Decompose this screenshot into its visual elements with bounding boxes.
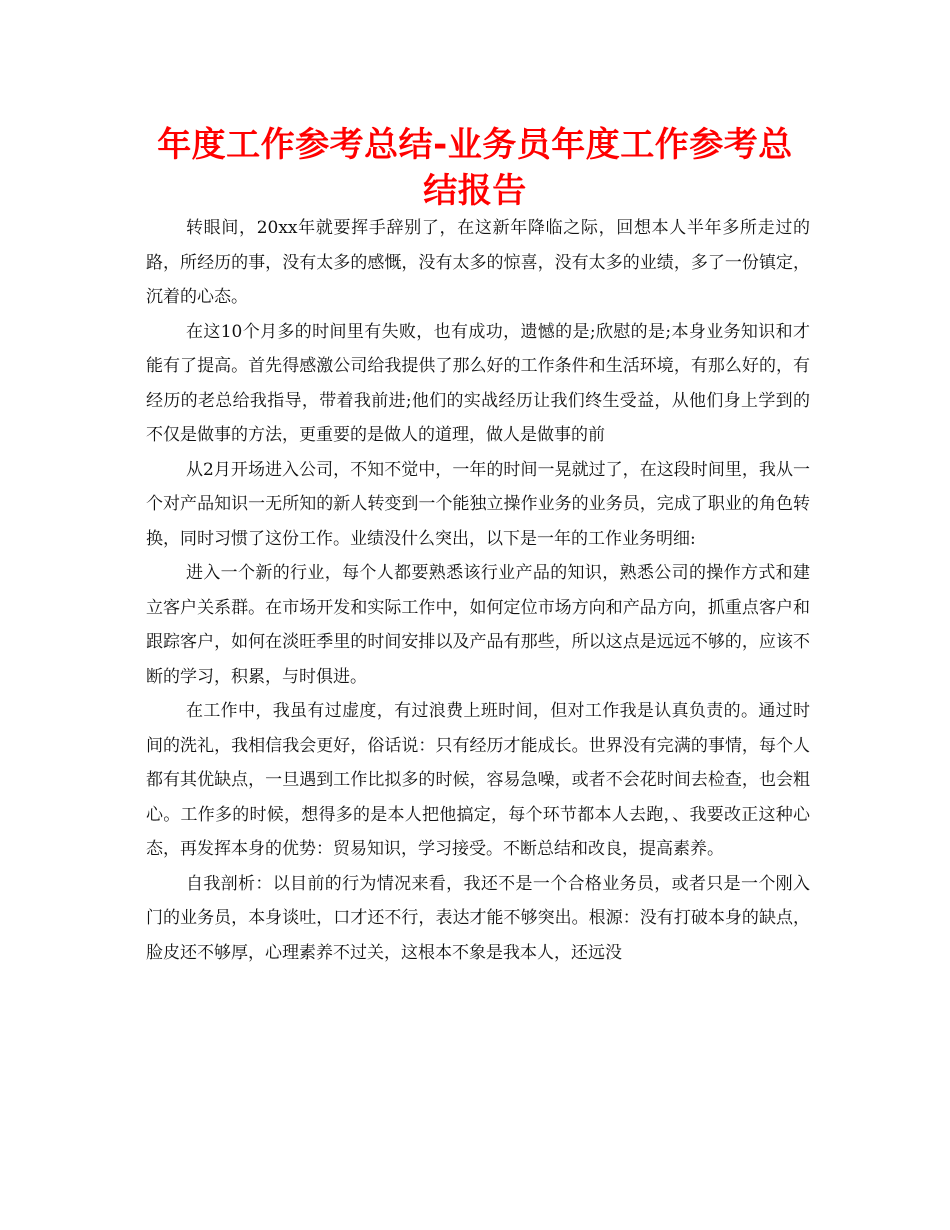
paragraph: 在这10个月多的时间里有失败，也有成功，遗憾的是;欣慰的是;本身业务知识和才能有了提高。首先得感激公司给我提供了那么好的工作条件和生活环境，有那么好的，有经历的老总给我指导，带着我前进;他们的实战经历让我们终生受益，从他们身上学到的不仅是做事的方法，更重要的是做人的道理，做人是做事的前 [146,321,810,445]
document-body [146,211,810,970]
paragraph: 从2月开场进入公司，不知不觉中，一年的时间一晃就过了，在这段时间里，我从一个对产品知识一无所知的新人转变到一个能独立操作业务的业务员，完成了职业的角色转换，同时习惯了这份工作。业绩没什么突出，以下是一年的工作业务明细: [146,459,810,549]
page-title: 年度工作参考总结-业务员年度工作参考总结报告 [157,125,793,211]
paragraph: 转眼间，20xx年就要挥手辞别了，在这新年降临之际，回想本人半年多所走过的路，所经历的事，没有太多的感慨，没有太多的惊喜，没有太多的业绩，多了一份镇定，沉着的心态。 [146,218,810,307]
paragraph: 进入一个新的行业，每个人都要熟悉该行业产品的知识，熟悉公司的操作方式和建立客户关系群。在市场开发和实际工作中，如何定位市场方向和产品方向，抓重点客户和跟踪客户，如何在淡旺季里的时间安排以及产品有那些，所以这点是远远不够的，应该不断的学习，积累，与时俱进。 [146,563,810,687]
paragraph: 自我剖析：以目前的行为情况来看，我还不是一个合格业务员，或者只是一个刚入门的业务员，本身谈吐，口才还不行，表达才能不够突出。根源：没有打破本身的缺点，脸皮还不够厚，心理素养不过关，这根本不象是我本人，还远没 [146,873,810,963]
paragraph: 在工作中，我虽有过虚度，有过浪费上班时间，但对工作我是认真负责的。通过时间的洗礼，我相信我会更好，俗话说：只有经历才能成长。世界没有完满的事情，每个人都有其优缺点，一旦遇到工作比拟多的时候，容易急噪，或者不会花时间去检查，也会粗心。工作多的时候，想得多的是本人把他搞定，每个环节都本人去跑，、我要改正这种心态，再发挥本身的优势：贸易知识，学习接受。不断总结和改良，提高素养。 [146,701,810,859]
